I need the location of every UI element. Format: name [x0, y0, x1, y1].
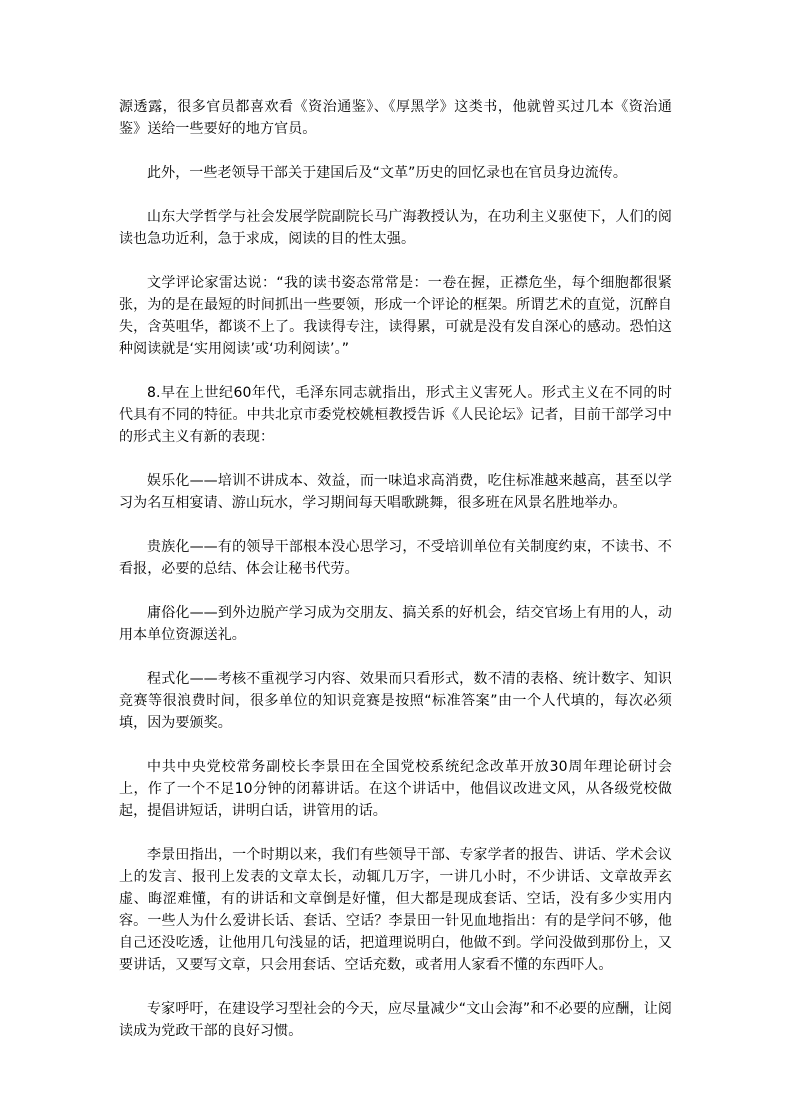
paragraph: 8.早在上世纪60年代，毛泽东同志就指出，形式主义害死人。形式主义在不同的时代具有不同的特征。中共北京市委党校姚桓教授告诉《人民论坛》记者，目前干部学习中的形式主义有新的表现： — [119, 385, 672, 445]
paragraph: 程式化——考核不重视学习内容、效果而只看形式，数不清的表格、统计数字、知识竞赛等很浪费时间，很多单位的知识竞赛是按照“标准答案”由一个人代填的，每次必须填，因为要颁奖。 — [119, 671, 672, 731]
paragraph: 此外，一些老领导干部关于建国后及“文革”历史的回忆录也在官员身边流传。 — [147, 165, 628, 181]
paragraph: 娱乐化——培训不讲成本、效益，而一味追求高消费，吃住标准越来越高，甚至以学习为名互相宴请、游山玩水，学习期间每天唱歌跳舞，很多班在风景名胜地举办。 — [119, 473, 672, 511]
paragraph-continuation: 源透露，很多官员都喜欢看《资治通鉴》、《厚黑学》这类书，他就曾买过几本《资治通鉴》送给一些要好的地方官员。 — [119, 99, 672, 137]
paragraph: 文学评论家雷达说：“我的读书姿态常常是：一卷在握，正襟危坐，每个细胞都很紧张，为的是在最短的时间抓出一些要领，形成一个评论的框架。所谓艺术的直觉，沉醉自失，含英咀华，都谈不上了。我读得专注，读得累，可就是没有发自深心的感动。恐怕这种阅读就是‘实用阅读’或‘功利阅读’。” — [119, 275, 672, 357]
paragraph: 专家呼吁，在建设学习型社会的今天，应尽量减少“文山会海”和不必要的应酬，让阅读成为党政干部的良好习惯。 — [119, 1001, 672, 1039]
paragraph: 贵族化——有的领导干部根本没心思学习，不受培训单位有关制度约束，不读书、不看报，必要的总结、体会让秘书代劳。 — [119, 539, 672, 577]
paragraph: 山东大学哲学与社会发展学院副院长马广海教授认为，在功利主义驱使下，人们的阅读也急功近利，急于求成，阅读的目的性太强。 — [119, 209, 672, 247]
paragraph: 庸俗化——到外边脱产学习成为交朋友、搞关系的好机会，结交官场上有用的人，动用本单位资源送礼。 — [119, 605, 672, 643]
paragraph: 李景田指出，一个时期以来，我们有些领导干部、专家学者的报告、讲话、学术会议上的发言、报刊上发表的文章太长，动辄几万字，一讲几小时，不少讲话、文章故弄玄虚、晦涩难懂，有的讲话和文章倒是好懂，但大都是现成套话、空话，没有多少实用内容。一些人为什么爱讲长话、套话、空话？李景田一针见血地指出：有的是学问不够，他自己还没吃透，让他用几句浅显的话，把道理说明白，他做不到。学问没做到那份上，又要讲话，又要写文章，只会用套话、空话充数，或者用人家看不懂的东西吓人。 — [119, 847, 672, 973]
paragraph: 中共中央党校常务副校长李景田在全国党校系统纪念改革开放30周年理论研讨会上，作了一个不足10分钟的闭幕讲话。在这个讲话中，他倡议改进文风，从各级党校做起，提倡讲短话，讲明白话，讲管用的话。 — [119, 759, 672, 819]
